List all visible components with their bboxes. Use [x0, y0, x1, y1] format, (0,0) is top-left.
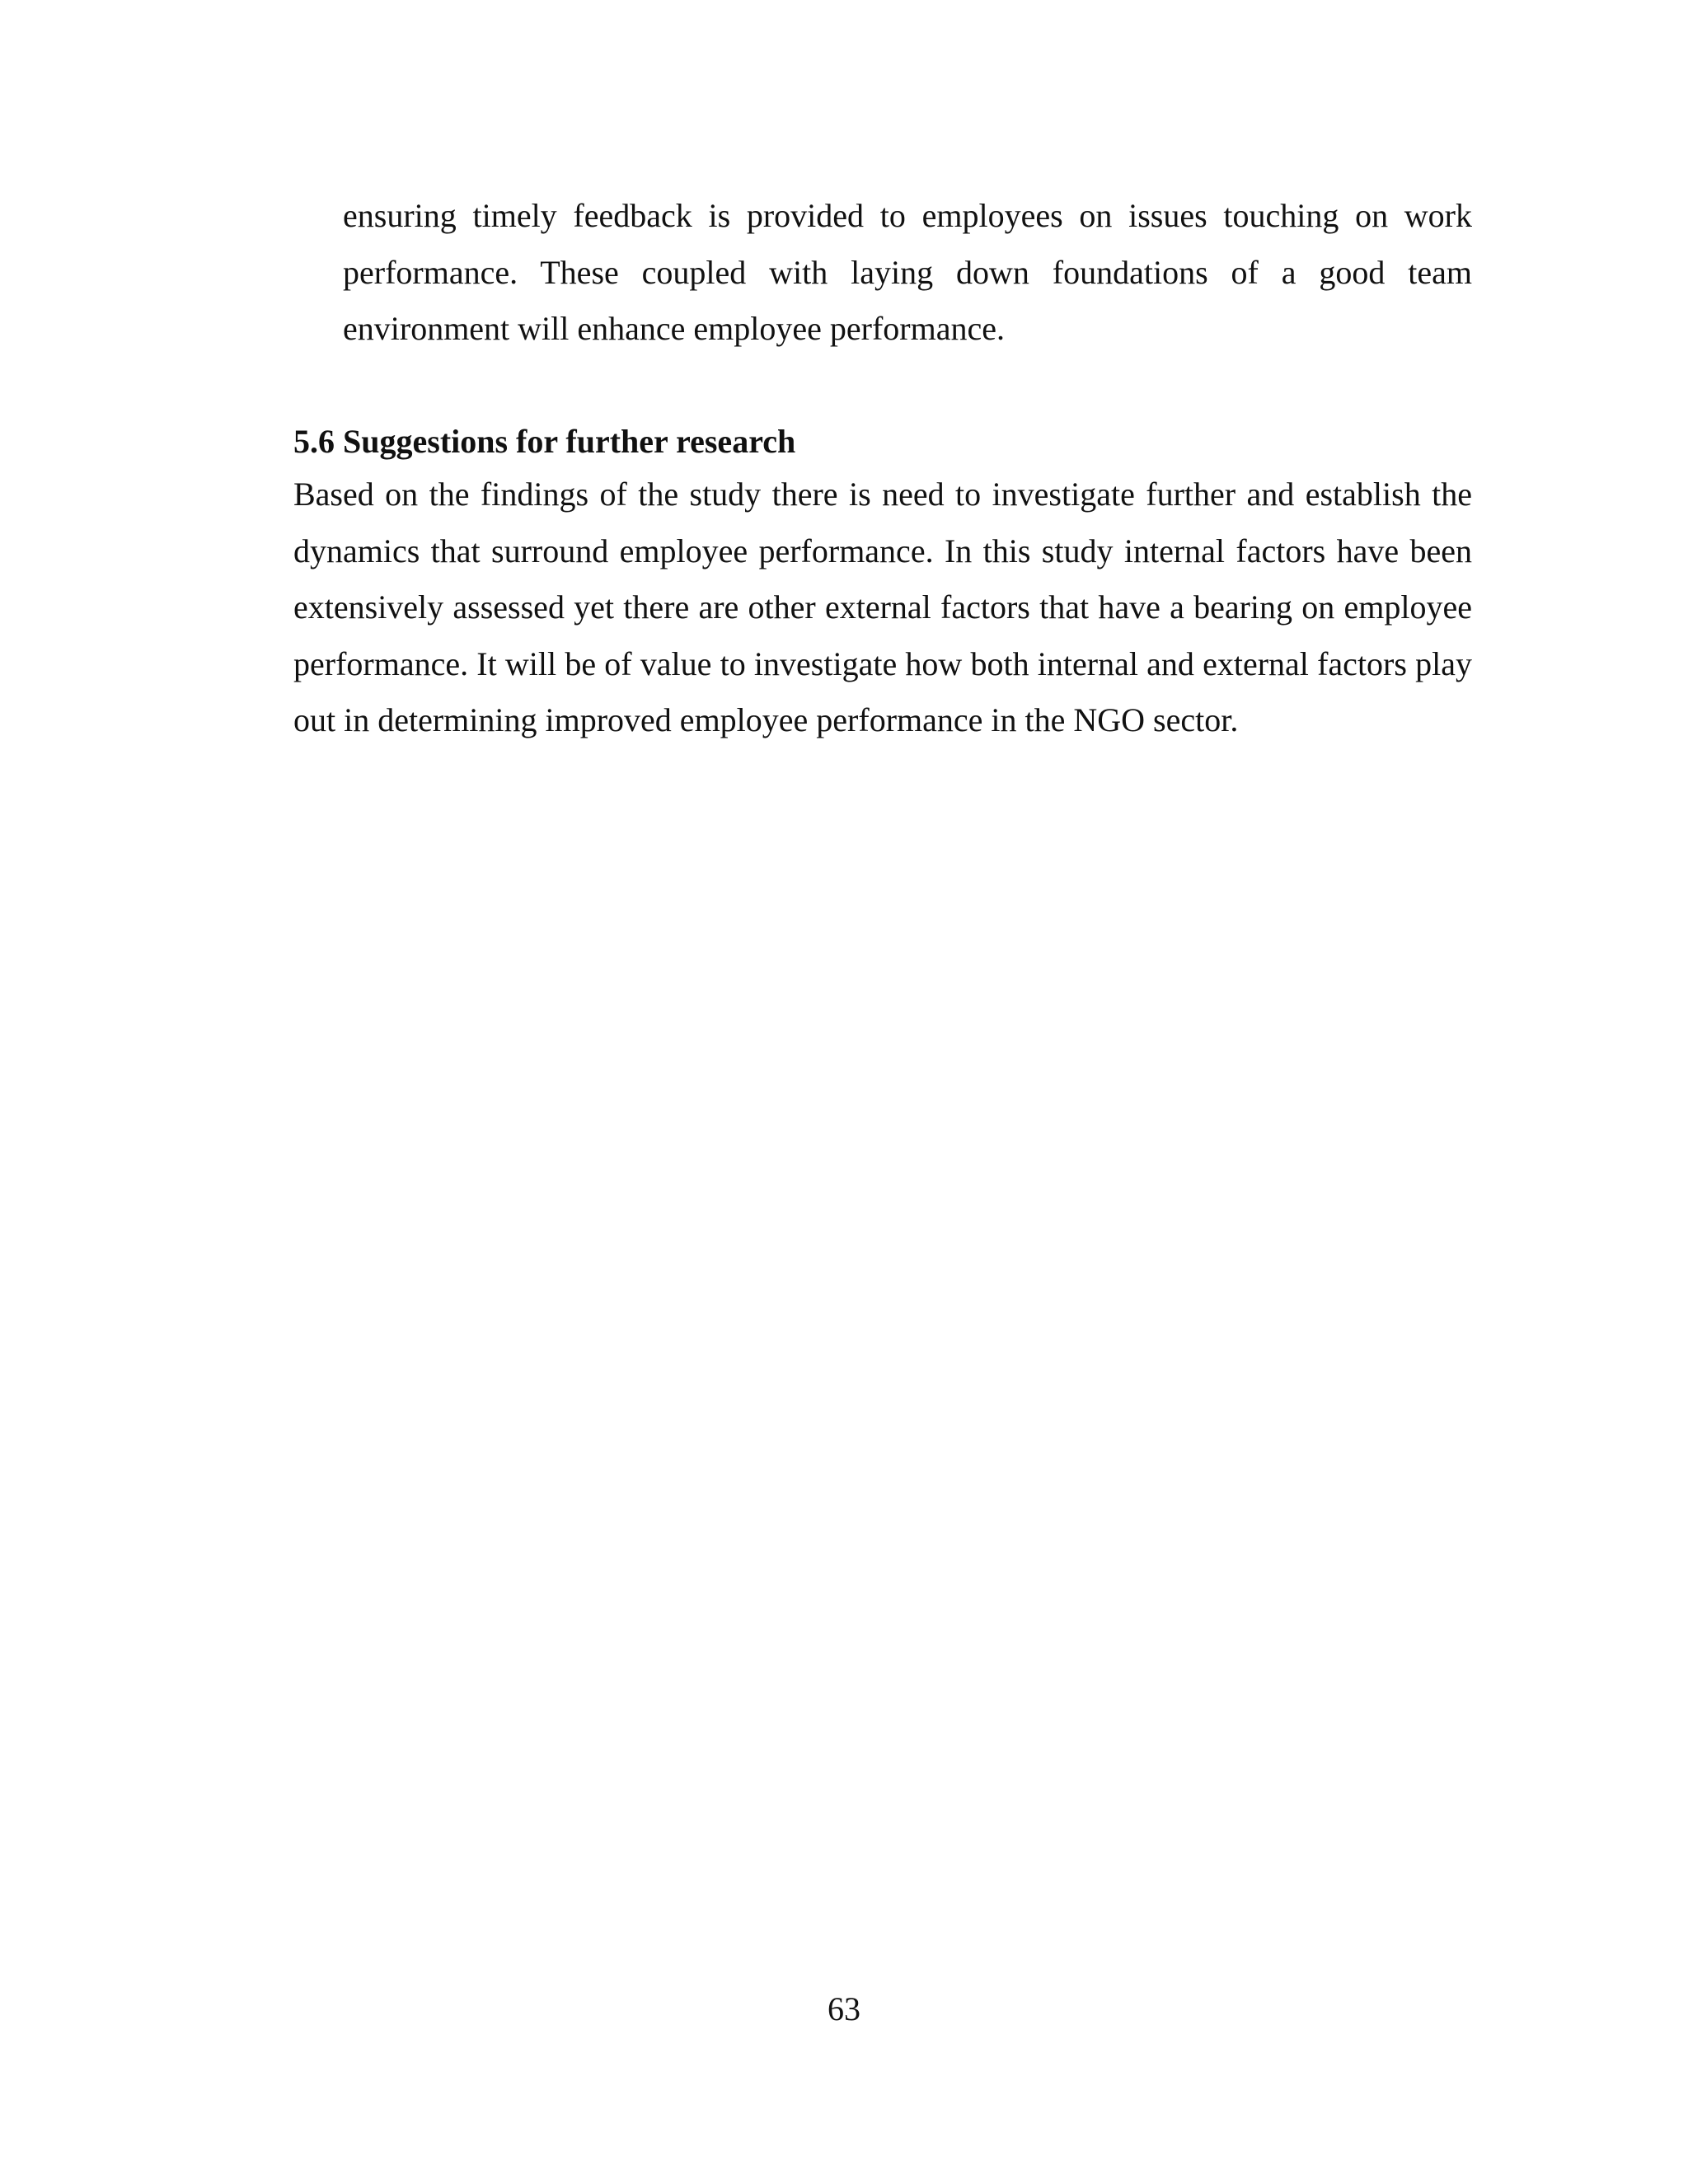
section-body-paragraph: Based on the findings of the study there is need to investigate further and establish the dynamics that surround employee performance. In this study internal factors have been extensively assessed yet there are other external factors that have a bearing on employee performance. It will be of value to investigate how both internal and external factors play out in determining improved employee performance in the NGO sector. [293, 476, 1472, 738]
continued-paragraph: ensuring timely feedback is provided to employees on issues touching on work performance. These coupled with laying down foundations of a good team environment will enhance employee performance. [343, 197, 1472, 347]
page-number: 63 [828, 1990, 860, 2027]
section-heading: 5.6 Suggestions for further research [293, 423, 796, 460]
